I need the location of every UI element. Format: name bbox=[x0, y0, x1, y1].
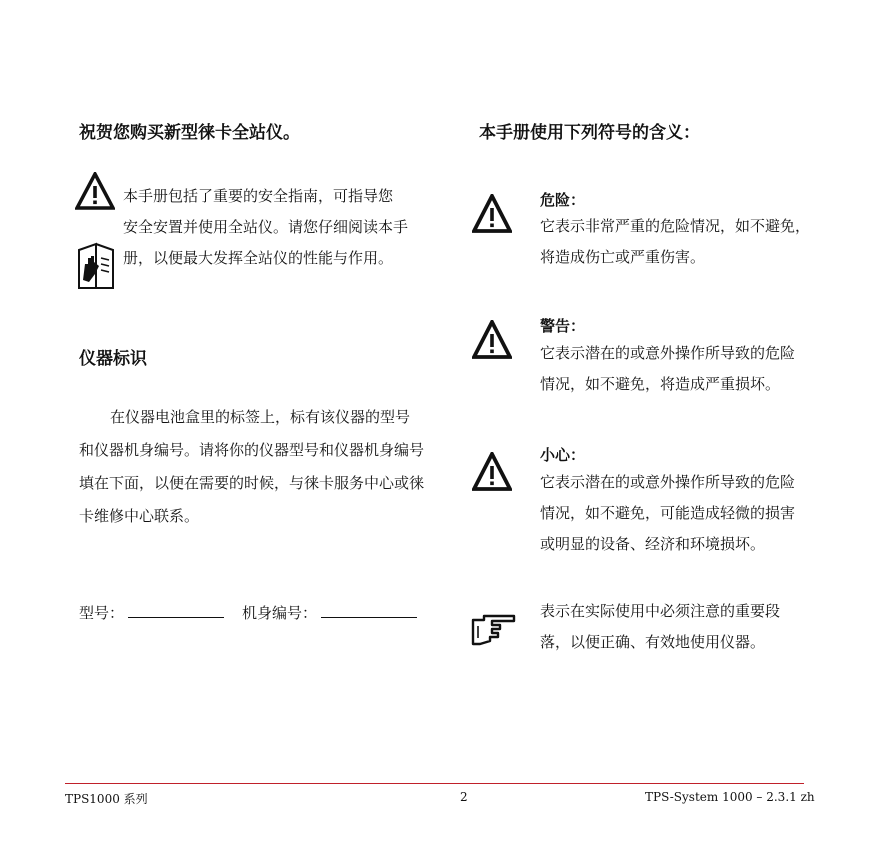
caution-title: 小心： bbox=[540, 446, 586, 464]
intro-paragraph bbox=[123, 181, 423, 274]
pointing-hand-icon bbox=[470, 612, 516, 648]
footer-doc-id: TPS-System 1000 – 2.3.1 zh bbox=[645, 790, 815, 804]
warning-text bbox=[540, 338, 820, 400]
symbol-line: 落，以便正确、有效地使用仪器。 bbox=[540, 633, 766, 651]
warning-triangle-icon bbox=[472, 452, 512, 492]
symbol-line: 表示在实际使用中必须注意的重要段 bbox=[540, 602, 781, 620]
model-serial-row bbox=[79, 602, 417, 623]
symbol-line: 或明显的设备、经济和环境损坏。 bbox=[540, 535, 766, 553]
note-text bbox=[540, 596, 820, 658]
symbol-line: 它表示潜在的或意外操作所导致的危险 bbox=[540, 473, 796, 491]
model-blank-line bbox=[128, 603, 224, 618]
model-label: 型号： bbox=[79, 604, 125, 622]
intro-line: 册，以便最大发挥全站仪的性能与作用。 bbox=[123, 249, 394, 267]
warning-triangle-icon bbox=[472, 194, 512, 234]
serial-label: 机身编号： bbox=[242, 604, 318, 622]
intro-line: 本手册包括了重要的安全指南，可指导您 bbox=[123, 187, 394, 205]
symbol-line: 它表示潜在的或意外操作所导致的危险 bbox=[540, 344, 796, 362]
caution-text bbox=[540, 467, 820, 560]
danger-text bbox=[540, 211, 820, 273]
symbols-heading: 本手册使用下列符号的含义： bbox=[479, 123, 700, 143]
symbol-line: 将造成伤亡或严重伤害。 bbox=[540, 248, 706, 266]
warning-triangle-icon bbox=[472, 320, 512, 360]
symbol-line: 情况，如不避免，可能造成轻微的损害 bbox=[540, 504, 796, 522]
symbol-line: 情况，如不避免，将造成严重损坏。 bbox=[540, 375, 781, 393]
serial-blank-line bbox=[321, 603, 417, 618]
danger-title: 危险： bbox=[540, 191, 586, 209]
intro-line: 安全安置并使用全站仪。请您仔细阅读本手 bbox=[123, 218, 409, 236]
section-heading: 仪器标识 bbox=[79, 349, 147, 369]
page-number: 2 bbox=[460, 790, 468, 804]
read-manual-icon bbox=[75, 240, 117, 292]
page-title: 祝贺您购买新型徕卡全站仪。 bbox=[79, 123, 300, 143]
symbol-line: 它表示非常严重的危险情况，如不避免， bbox=[540, 217, 811, 235]
warning-triangle-icon bbox=[75, 172, 115, 210]
section-paragraph: 在仪器电池盒里的标签上，标有该仪器的型号和仪器机身编号。请将你的仪器型号和仪器机身编号填在下面，以便在需要的时候，与徕卡服务中心或徕卡维修中心联系。 bbox=[79, 408, 425, 525]
footer-rule bbox=[65, 783, 804, 784]
footer-series: TPS1000 系列 bbox=[65, 792, 148, 806]
warning-title: 警告： bbox=[540, 317, 586, 335]
